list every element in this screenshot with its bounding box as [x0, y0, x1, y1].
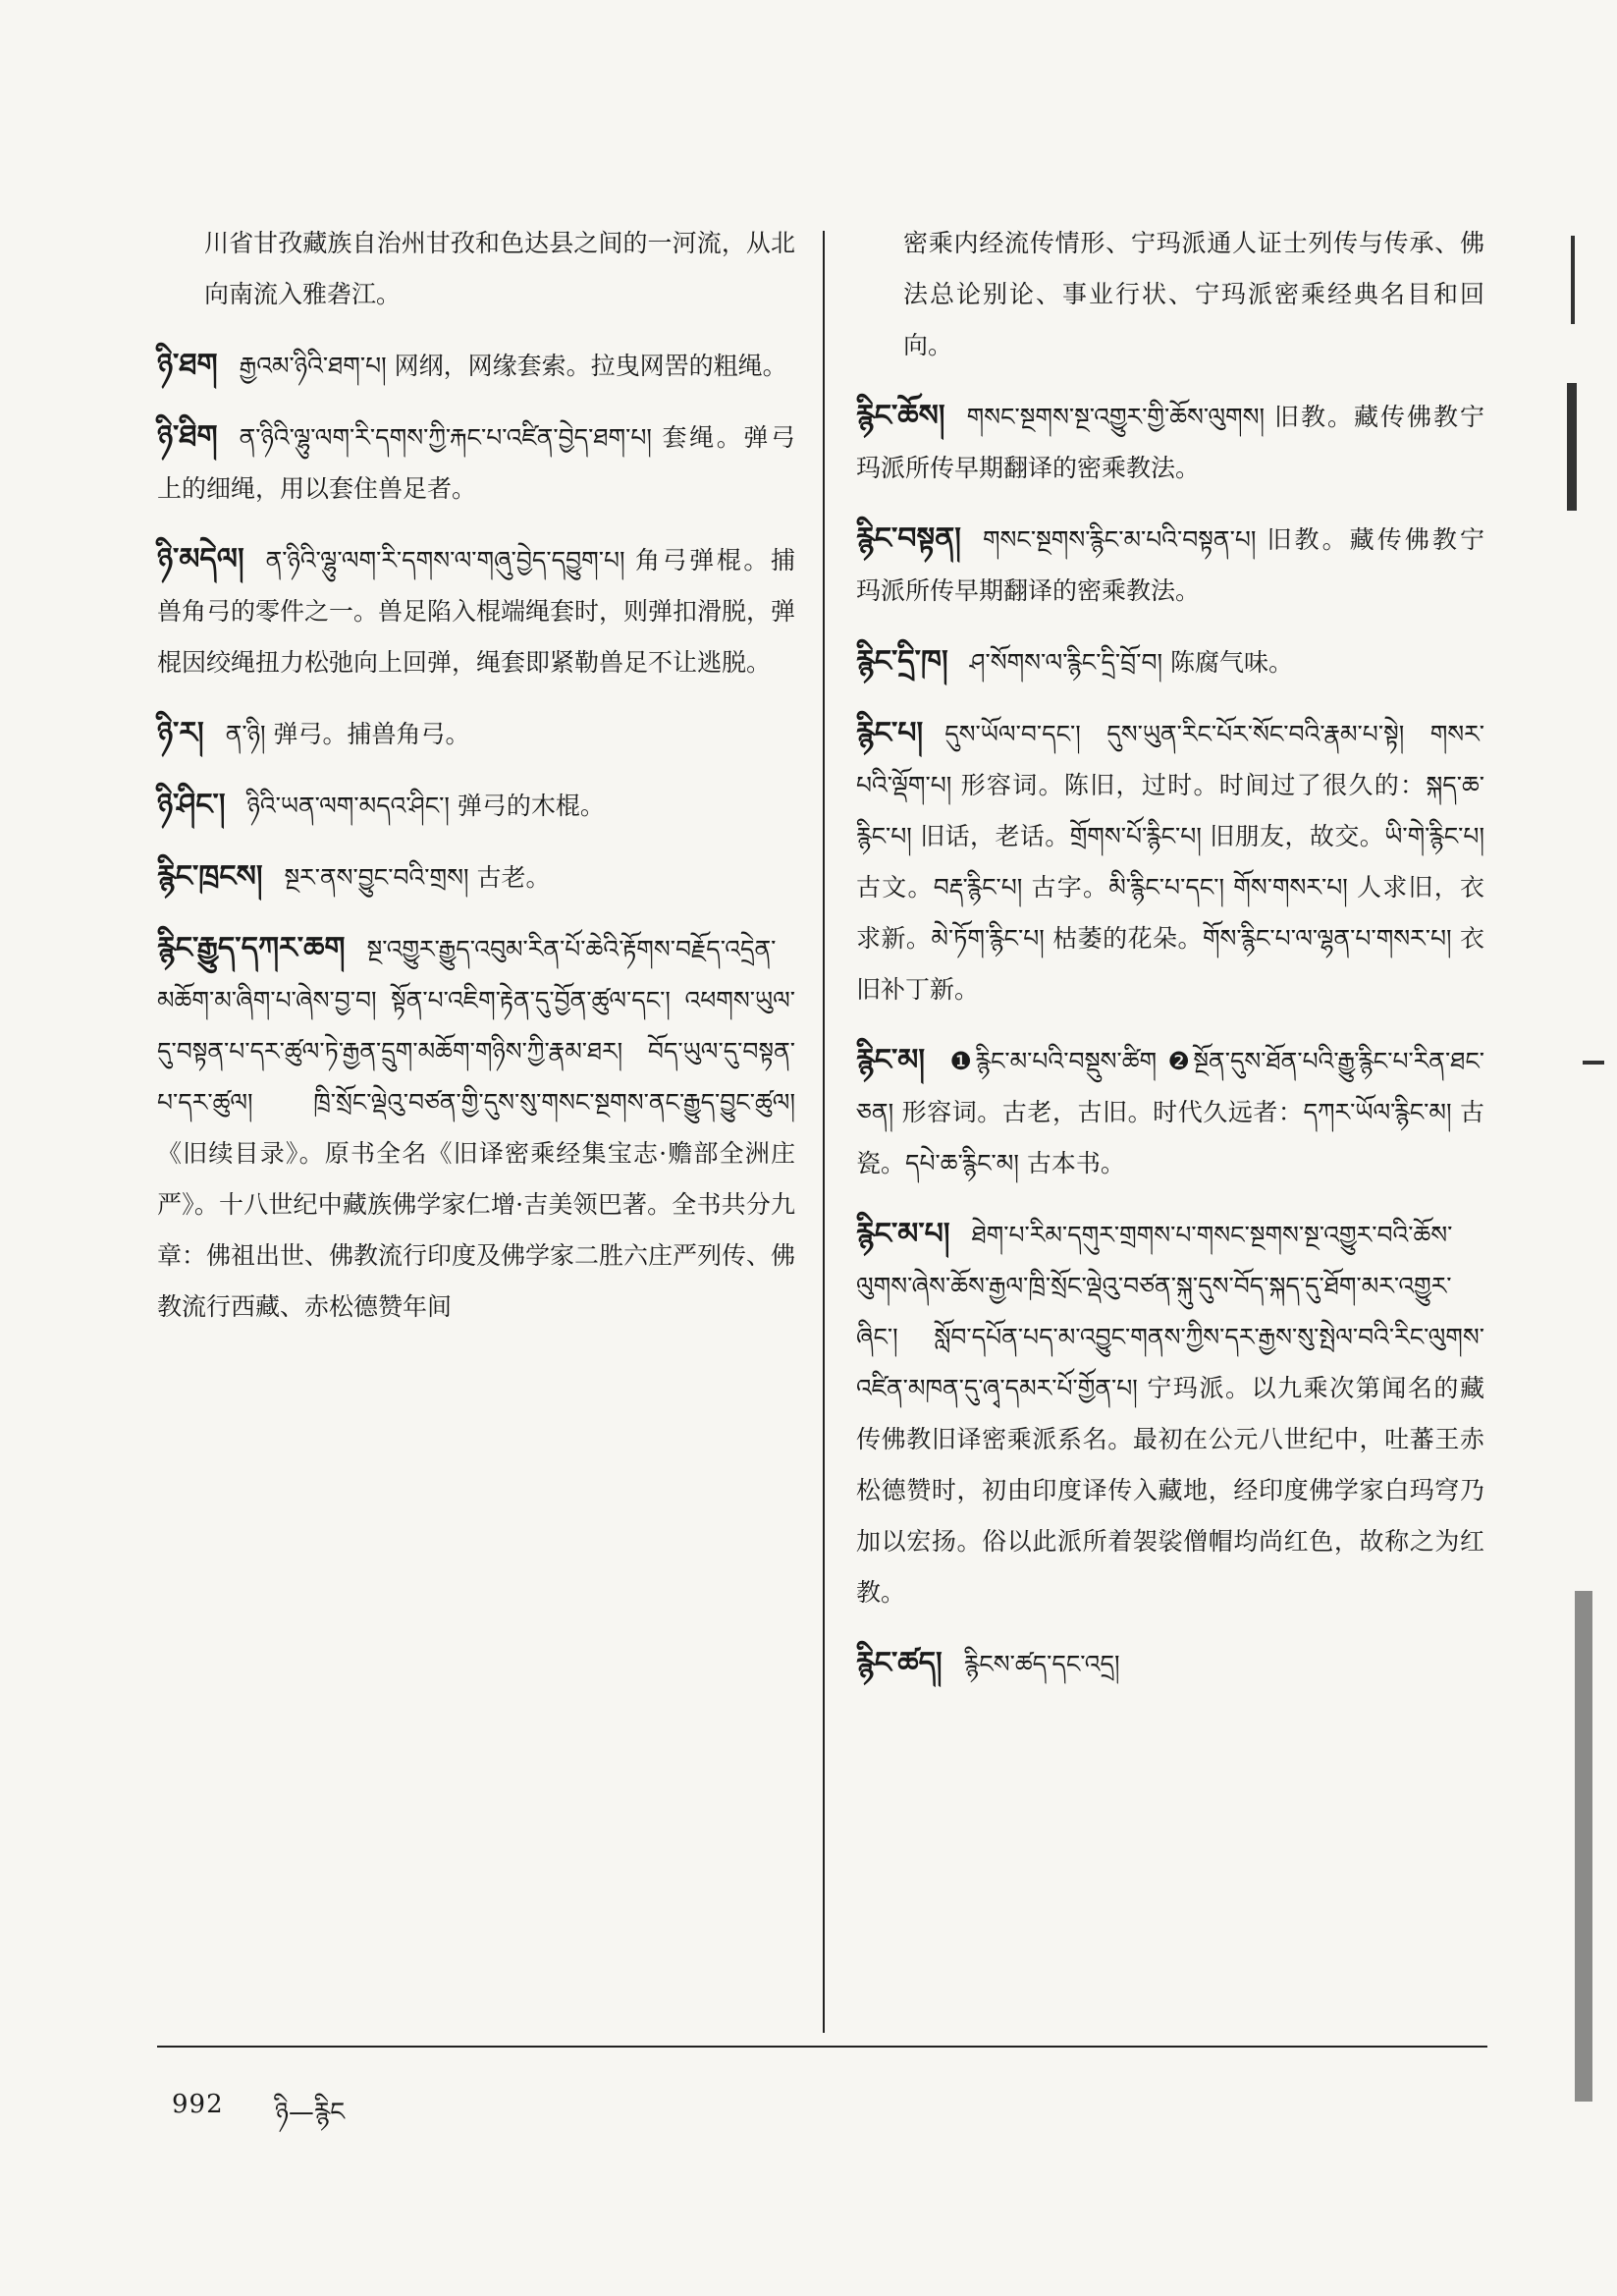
- entry-definition: དུས་ཡོལ་བ་དང་། དུས་ཡུན་རིང་པོར་སོང་བའི་རྣམ་པ་སྟེ། གསར་པའི་ལྡོག་པ། 形容词。陈旧，过时。时间过了很久的：སྐད་ཆ་རྙིང་པ། 旧话，老话。གྲོགས་པོ་རྙིང་པ། 旧朋友，故交。ཡི་གེ་རྙིང་པ། 古文。བརྡ་རྙིང་པ། 古字。མི་རྙིང་པ་དང་། གོས་གསར་པ། 人求旧，衣求新。མེ་ཏོག་རྙིང་པ། 枯萎的花朵。གོས་རྙིང་པ་ལ་ལྷན་པ་གསར་པ། 衣旧补丁新。: [856, 720, 1484, 1004]
- entry-definition: སྔར་ནས་བྱུང་བའི་གྲས། 古老。: [284, 863, 551, 892]
- entry-headword: རྙིང་མ་པ།: [856, 1217, 950, 1251]
- dictionary-entry: [157, 851, 795, 903]
- dictionary-entry: [157, 340, 795, 392]
- dictionary-entry: [856, 708, 1484, 1015]
- entry-headword: རྙིང་ཁྲངས།: [157, 859, 263, 894]
- dictionary-entry: [856, 636, 1484, 688]
- entry-headword: ཉི་མདེལ།: [157, 542, 244, 576]
- entry-headword: རྙིང་ཚད།: [856, 1646, 943, 1680]
- footer-rule: [157, 2046, 1487, 2048]
- entry-headword: རྙིང་ཆོས།: [856, 399, 945, 433]
- page-number: 992: [172, 2090, 224, 2119]
- entry-definition: སྔ་འགྱུར་རྒྱུད་འབུམ་རིན་པོ་ཆེའི་རྟོགས་བརྗོད་འདྲེན་མཆོག་མ་ཞིག་པ་ཞེས་བྱ་བ། སྟོན་པ་འཇིག་རྟེན་དུ་བྱོན་ཚུལ་དང་། འཕགས་ཡུལ་དུ་བསྟན་པ་དར་ཚུལ་ཏེ་རྒྱན་དྲུག་མཆོག་གཉིས་ཀྱི་རྣམ་ཐར། བོད་ཡུལ་དུ་བསྟན་པ་དར་ཚུལ། ཁྲི་སྲོང་ལྡེའུ་བཙན་གྱི་དུས་སུ་གསང་སྔགས་ནང་རྒྱུད་བྱུང་ཚུལ། 《旧续目录》。原书全名《旧译密乘经集宝志·赡部全洲庄严》。十八世纪中藏族佛学家仁增·吉美领巴著。全书共分九章：佛祖出世、佛教流行印度及佛学家二胜六庄严列传、佛教流行西藏、赤松德赞年间: [157, 935, 796, 1321]
- entry-definition: གསང་སྔགས་སྔ་འགྱུར་གྱི་ཆོས་ལུགས། 旧教。藏传佛教宁玛派所传早期翻译的密乘教法。: [856, 403, 1484, 482]
- entry-headword: ཉི་ར།: [157, 716, 204, 750]
- entry-headword: རྙིང་པ།: [856, 716, 924, 750]
- margin-mark: [1575, 1591, 1592, 2102]
- dictionary-entry: [856, 1035, 1484, 1189]
- column-divider: [823, 231, 825, 2033]
- dictionary-entry: [157, 780, 795, 832]
- dictionary-entry: [157, 708, 795, 760]
- entry-definition: ཉིའི་ཡན་ལག་མདའ་ཤིང་། 弹弓的木棍。: [246, 792, 605, 820]
- entry-headword: རྙིང་བསྟན།: [856, 521, 961, 556]
- running-head: ཉི—རྙིང: [275, 2098, 346, 2127]
- dictionary-entry: [157, 218, 795, 320]
- entry-definition: ཤ་སོགས་ལ་རྙིང་དྲི་བྲོ་བ། 陈腐气味。: [969, 648, 1293, 677]
- entry-headword: རྙིང་དྲི་ཁ།: [856, 644, 948, 679]
- entry-headword: ཉི་ཐག: [157, 348, 218, 382]
- entry-definition: ན་ཉིའི་ལྷུ་ལག་རི་དགས་ལ་གཞུ་བྱེད་དབྱུག་པ། 角弓弹棍。捕兽角弓的零件之一。兽足陷入棍端绳套时，则弹扣滑脱，弹棍因绞绳扭力松弛向上回弹，绳套即紧勒兽足不让逃脱。: [157, 546, 796, 677]
- margin-mark: [1567, 383, 1577, 511]
- entry-definition: རྙིངས་ཚད་དང་འདྲ།: [963, 1650, 1120, 1678]
- entry-definition: 密乘内经流传情形、宁玛派通人证士列传与传承、佛法总论别论、事业行状、宁玛派密乘经典名目和回向。: [903, 229, 1484, 359]
- entry-headword: རྙིང་མ།: [856, 1043, 926, 1077]
- dictionary-entry: [856, 514, 1484, 617]
- entry-definition: ན་ཉི། 弹弓。捕兽角弓。: [225, 720, 470, 748]
- entry-headword: རྙིང་རྒྱུད་དཀར་ཆག: [157, 931, 346, 965]
- entry-headword: ཉི་ཤིང་།: [157, 788, 226, 822]
- dictionary-entry: [157, 923, 795, 1333]
- entry-definition: ❶རྙིང་མ་པའི་བསྡུས་ཚིག ❷སྔོན་དུས་ཐོན་པའི་རྒྱུ་རྙིང་པ་རིན་ཐང་ཅན། 形容词。古老，古旧。时代久远者：དཀར་ཡོལ་རྙིང་མ། 古瓷。དཔེ་ཆ་རྙིང་མ། 古本书。: [856, 1047, 1484, 1177]
- dictionary-entry: [856, 218, 1484, 371]
- margin-mark: [1571, 236, 1575, 324]
- entry-headword: ཉི་ཐིག: [157, 419, 218, 454]
- margin-mark: [1583, 1061, 1604, 1065]
- entry-definition: རྒྱའམ་ཉིའི་ཐག་པ། 网纲，网缘套索。拉曳网罟的粗绳。: [239, 352, 787, 380]
- left-column: [157, 218, 795, 1352]
- right-column: [856, 218, 1484, 1710]
- entry-definition: གསང་སྔགས་རྙིང་མ་པའི་བསྟན་པ། 旧教。藏传佛教宁玛派所传早期翻译的密乘教法。: [856, 525, 1484, 605]
- entry-definition: ཐེག་པ་རིམ་དགུར་གྲགས་པ་གསང་སྔགས་སྔ་འགྱུར་བའི་ཆོས་ལུགས་ཞེས་ཆོས་རྒྱལ་ཁྲི་སྲོང་ལྡེའུ་བཙན་སྐུ་དུས་བོད་སྐད་དུ་ཐོག་མར་འགྱུར་ཞིང་། སློབ་དཔོན་པད་མ་འབྱུང་གནས་ཀྱིས་དར་རྒྱས་སུ་སྤེལ་བའི་རིང་ལུགས་འཛིན་མཁན་དུ་ཞྭ་དམར་པོ་གྱོན་པ། 宁玛派。以九乘次第闻名的藏传佛教旧译密乘派系名。最初在公元八世纪中，吐蕃王赤松德赞时，初由印度译传入藏地，经印度佛学家白玛穹乃加以宏扬。俗以此派所着袈裟僧帽均尚红色，故称之为红教。: [856, 1221, 1484, 1607]
- dictionary-entry: [157, 534, 795, 688]
- entry-definition: 川省甘孜藏族自治州甘孜和色达县之间的一河流，从北向南流入雅砻江。: [204, 229, 795, 308]
- dictionary-entry: [856, 1638, 1484, 1690]
- entry-definition: ན་ཉིའི་ལྷུ་ལག་རི་དགས་ཀྱི་རྐང་པ་འཛིན་བྱེད་ཐག་པ། 套绳。弹弓上的细绳，用以套住兽足者。: [157, 423, 795, 503]
- dictionary-entry: [856, 391, 1484, 494]
- dictionary-entry: [856, 1209, 1484, 1618]
- dictionary-entry: [157, 411, 795, 515]
